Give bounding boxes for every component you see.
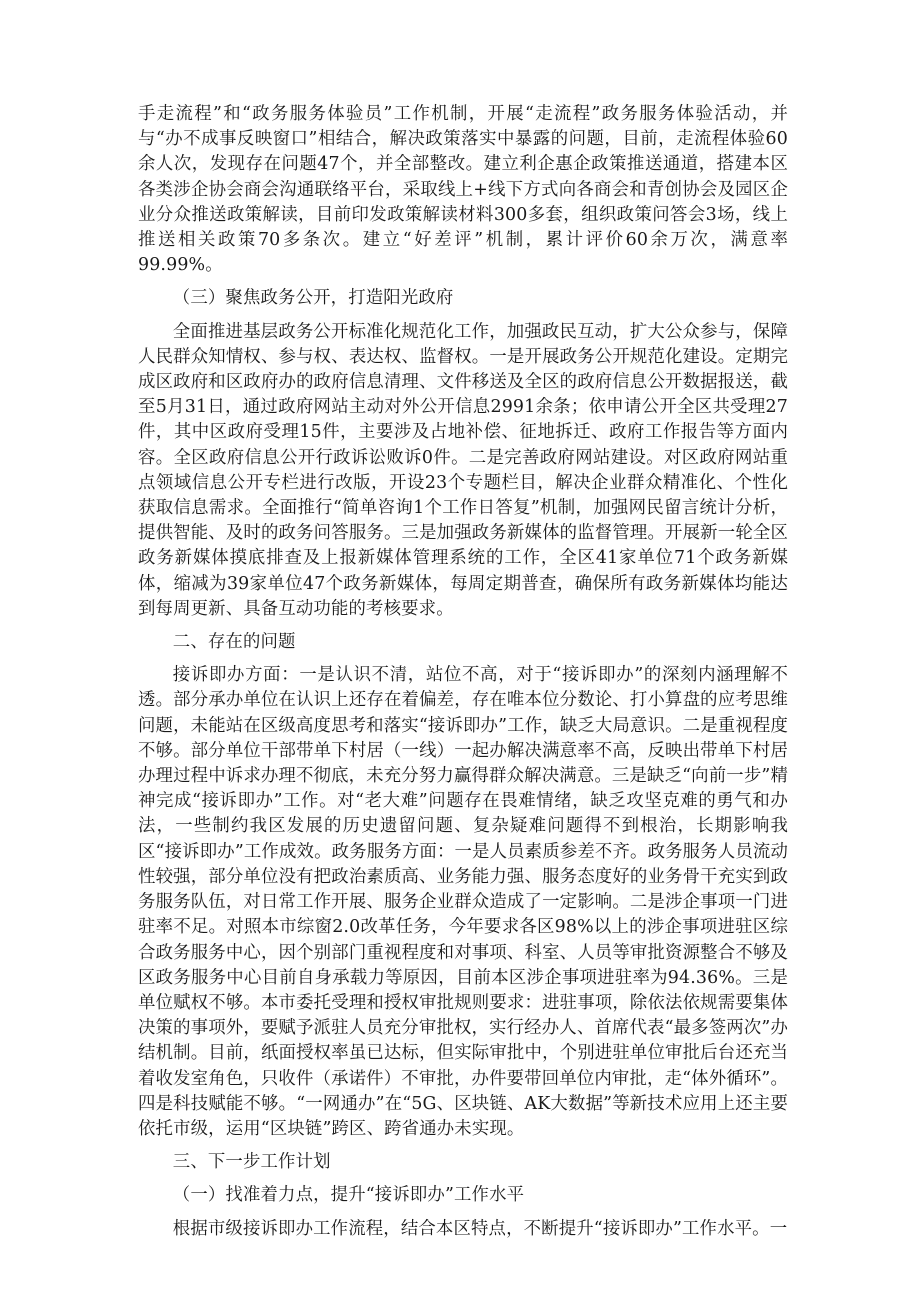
section-heading-3: （三）聚焦政务公开，打造阳光政府	[172, 288, 454, 309]
document-body	[138, 102, 788, 1250]
paragraph-next-plan: 根据市级接诉即办工作流程，结合本区特点，不断提升“接诉即办”工作水平。一	[172, 1218, 788, 1239]
subsection-heading-1: （一）找准着力点，提升“接诉即办”工作水平	[172, 1185, 525, 1206]
section-heading-next-plan: 三、下一步工作计划	[172, 1152, 331, 1173]
paragraph-government-openness: 全面推进基层政务公开标准化规范化工作，加强政民互动，扩大公众参与，保障人民群众知情权、参与权、表达权、监督权。一是开展政务公开规范化建设。定期完成区政府和区政府办的政府信息清理、文件移送及全区的政府信息公开数据报送，截至5月31日，通过政府网站主动对外公开信息2991余条；依申请公开全区共受理27件，其中区政府受理15件，主要涉及占地补偿、征地拆迁、政府工作报告等方面内容。全区政府信息公开行政诉讼败诉0件。二是完善政府网站建设。对区政府网站重点领域信息公开专栏进行改版，开设23个专题栏目，解决企业群众精准化、个性化获取信息需求。全面推行“简单咨询1个工作日答复”机制，加强网民留言统计分析，提供智能、及时的政务问答服务。三是加强政务新媒体的监督管理。开展新一轮全区政务新媒体摸底排查及上报新媒体管理系统的工作，全区41家单位71个政务新媒体，缩减为39家单位47个政务新媒体，每周定期普查，确保所有政务新媒体均能达到每周更新、具备互动功能的考核要求。	[138, 321, 788, 619]
paragraph-problems: 接诉即办方面：一是认识不清，站位不高，对于“接诉即办”的深刻内涵理解不透。部分承办单位在认识上还存在着偏差，存在唯本位分数论、打小算盘的应考思维问题，未能站在区级高度思考和落实“接诉即办”工作，缺乏大局意识。二是重视程度不够。部分单位干部带单下村居（一线）一起办解决满意率不高，反映出带单下村居办理过程中诉求办理不彻底，未充分努力赢得群众解决满意。三是缺乏“向前一步”精神完成“接诉即办”工作。对“老大难”问题存在畏难情绪，缺乏攻坚克难的勇气和办法，一些制约我区发展的历史遗留问题、复杂疑难问题得不到根治，长期影响我区“接诉即办”工作成效。政务服务方面：一是人员素质参差不齐。政务服务人员流动性较强，部分单位没有把政治素质高、业务能力强、服务态度好的业务骨干充实到政务服务队伍，对日常工作开展、服务企业群众造成了一定影响。二是涉企事项一门进驻率不足。对照本市综窗2.0改革任务，今年要求各区98%以上的涉企事项进驻区综合政务服务中心，因个别部门重视程度和对事项、科室、人员等审批资源整合不够及区政务服务中心目前自身承载力等原因，目前本区涉企事项进驻率为94.36%。三是单位赋权不够。本市委托受理和授权审批规则要求：进驻事项，除依法依规需要集体决策的事项外，要赋予派驻人员充分审批权，实行经办人、首席代表“最多签两次”办结机制。目前，纸面授权率虽已达标，但实际审批中，个别进驻单位审批后台还充当着收发室角色，只收件（承诺件）不审批，办件要带回单位内审批，走“体外循环”。四是科技赋能不够。“一网通办”在“5G、区块链、AK大数据”等新技术应用上还主要依托市级，运用“区块链”跨区、跨省通办未实现。	[138, 665, 788, 1139]
section-heading-problems: 二、存在的问题	[172, 632, 296, 653]
paragraph-continuation: 手走流程”和“政务服务体验员”工作机制，开展“走流程”政务服务体验活动，并与“办不成事反映窗口”相结合，解决政策落实中暴露的问题，目前，走流程体验60余人次，发现存在问题47个，并全部整改。建立利企惠企政策推送通道，搭建本区各类涉企协会商会沟通联络平台，采取线上+线下方式向各商会和青创协会及园区企业分众推送政策解读，目前印发政策解读材料300多套，组织政策问答会3场，线上推送相关政策70多条次。建立“好差评”机制，累计评价60余万次，满意率99.99%。	[138, 104, 788, 276]
